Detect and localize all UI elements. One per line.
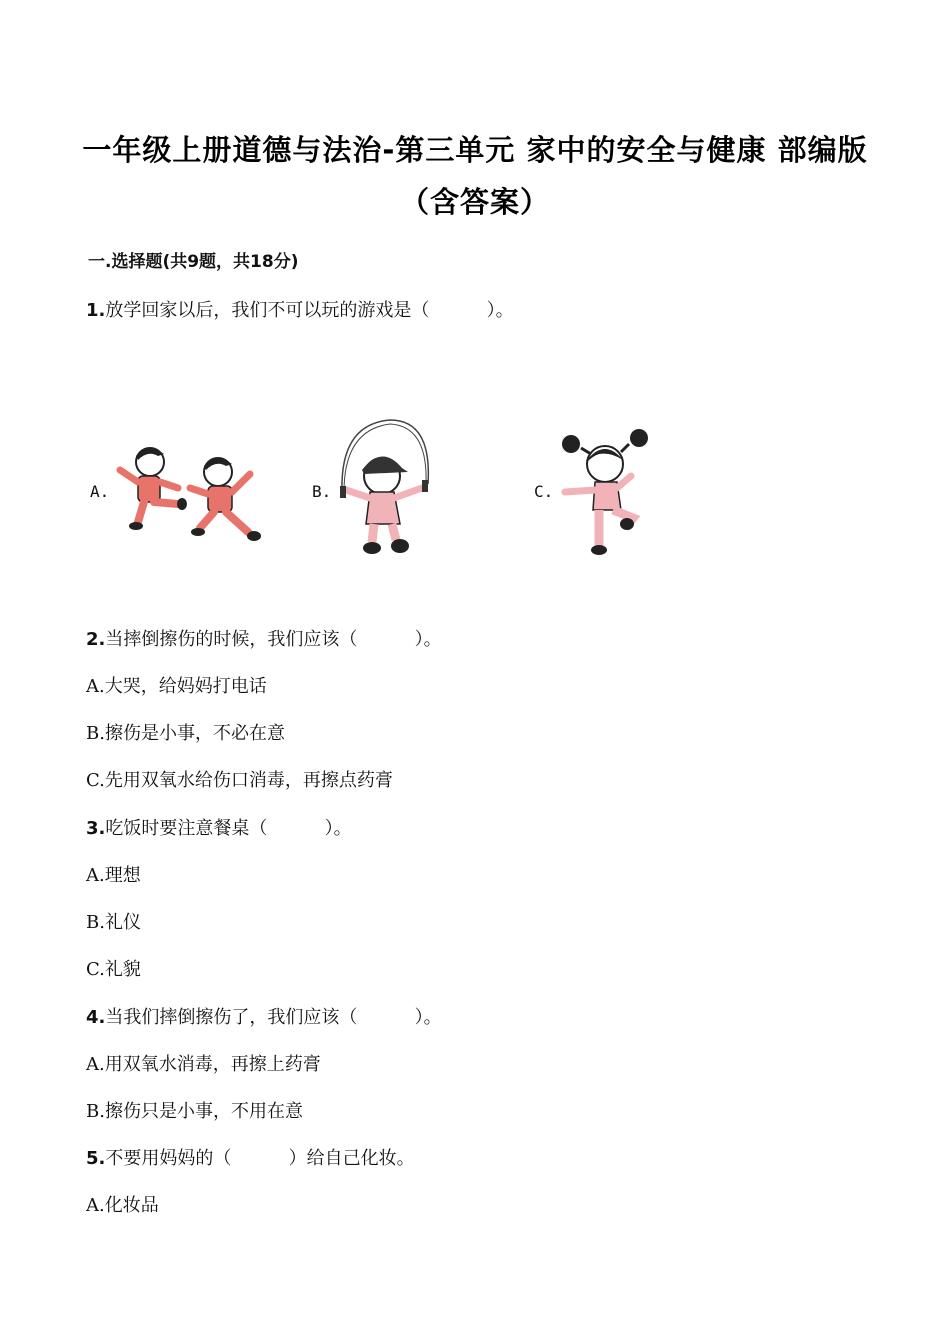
dancing-girl-illustration[interactable] (555, 424, 655, 559)
question-1 (86, 296, 514, 322)
question-text: 放学回家以后，我们不可以玩的游戏是（ ）。 (105, 300, 514, 321)
question-number: 5. (86, 1148, 106, 1169)
question-4 (86, 1003, 442, 1029)
question-5 (86, 1144, 415, 1170)
question-number: 3. (86, 818, 106, 839)
option-b[interactable]: B.擦伤是小事，不必在意 (86, 723, 285, 744)
question-number: 1. (86, 300, 106, 321)
option-c[interactable]: C.礼貌 (86, 959, 141, 980)
option-b-label[interactable]: B. (312, 482, 332, 501)
option-b[interactable]: B.擦伤只是小事，不用在意 (86, 1101, 303, 1122)
option-c-label[interactable]: C. (534, 482, 554, 501)
question-text: 不要用妈妈的（ ）给自己化妆。 (105, 1148, 415, 1169)
page-subtitle: （含答案） (399, 185, 550, 219)
question-number: 4. (86, 1007, 106, 1028)
option-a[interactable]: A.理想 (86, 865, 141, 886)
option-a-label[interactable]: A. (90, 482, 110, 501)
option-c[interactable]: C.先用双氧水给伤口消毒，再擦点药膏 (86, 770, 393, 791)
option-a[interactable]: A.用双氧水消毒，再擦上药膏 (86, 1054, 321, 1075)
jump-rope-boy-illustration[interactable] (330, 414, 440, 564)
question-text: 吃饭时要注意餐桌（ ）。 (105, 818, 352, 839)
section-heading: 一.选择题(共9题，共18分) (88, 252, 299, 272)
option-a[interactable]: A.化妆品 (86, 1195, 159, 1216)
question-2 (86, 625, 442, 651)
option-b[interactable]: B.礼仪 (86, 912, 141, 933)
fighting-kids-illustration[interactable] (108, 440, 268, 550)
question-text: 当我们摔倒擦伤了，我们应该（ ）。 (105, 1007, 442, 1028)
option-a[interactable]: A.大哭，给妈妈打电话 (86, 676, 267, 697)
question-number: 2. (86, 629, 106, 650)
question-text: 当摔倒擦伤的时候，我们应该（ ）。 (105, 629, 442, 650)
page-title: 一年级上册道德与法治-第三单元 家中的安全与健康 部编版 (82, 133, 868, 167)
question-3 (86, 814, 352, 840)
